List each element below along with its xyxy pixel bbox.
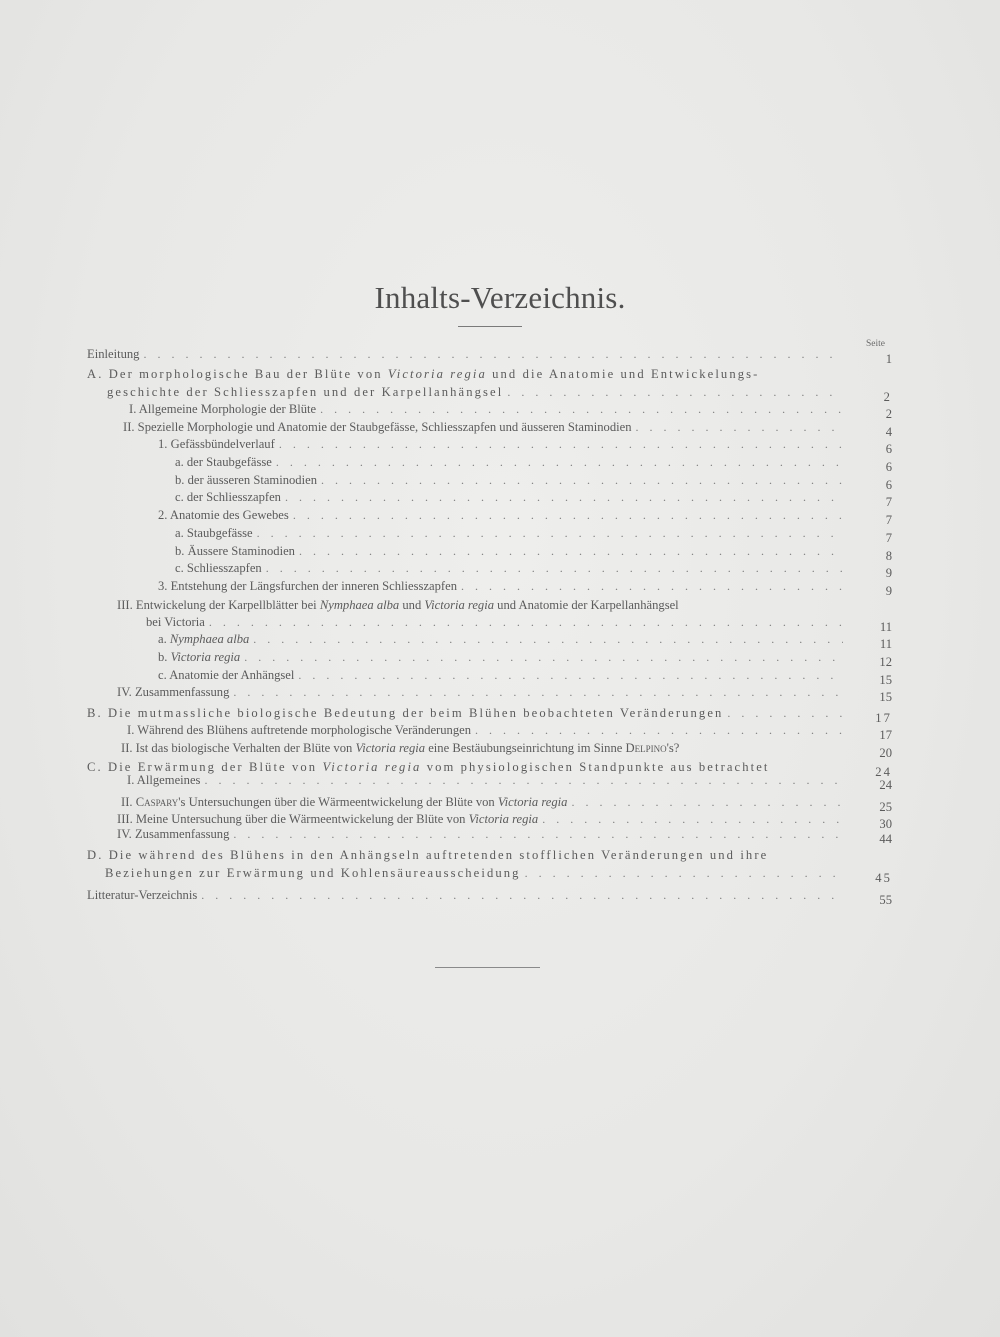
toc-entry-label: [121, 794, 567, 810]
toc-text: eine Bestäubungseinrichtung im Sinne: [425, 741, 626, 755]
toc-entry-label: I. Während des Blühens auftretende morphologische Veränderungen: [127, 723, 472, 737]
leader-dots: [321, 472, 843, 488]
toc-entry-page: 44: [879, 832, 892, 846]
toc-italic: Victoria regia: [170, 650, 241, 664]
toc-text: a.: [158, 632, 170, 646]
toc-text: b.: [158, 650, 171, 664]
toc-entry-label: a. Staubgefässe: [175, 526, 253, 540]
toc-text: vom physiologischen Standpunkte aus betrachtet: [421, 760, 770, 774]
toc-text: C. Die Erwärmung der Blüte von: [87, 760, 323, 774]
toc-entry-page: 12: [879, 655, 892, 669]
toc-entry: [127, 722, 892, 742]
leader-dots: [475, 722, 843, 738]
toc-entry-page: 8: [885, 549, 892, 563]
page-column-header: Seite: [866, 339, 885, 349]
toc-entry-label: c. der Schliesszapfen: [175, 490, 281, 504]
toc-entry-label: [117, 811, 538, 827]
leader-dots: [542, 811, 843, 827]
toc-entry-litteratur: [87, 887, 892, 907]
toc-entry-label: 2. Anatomie des Gewebes: [158, 508, 289, 522]
leader-dots: [143, 346, 843, 362]
toc-entry-a-line2: [107, 384, 892, 404]
toc-text: II. Ist das biologische Verhalten der Blüte von: [121, 741, 356, 755]
toc-italic: Victoria regia: [387, 367, 487, 381]
leader-dots: [279, 436, 843, 452]
leader-dots: [727, 705, 843, 721]
toc-entry-label: [121, 740, 679, 756]
toc-text: und Anatomie der Karpellanhängsel: [494, 598, 679, 612]
toc-entry-label: geschichte der Schliesszapfen und der Karpellanhängsel: [107, 385, 504, 399]
toc-entry-iii-line2: [146, 614, 892, 634]
toc-entry-page: 1: [885, 352, 892, 366]
leader-dots: [209, 614, 843, 630]
toc-entry-page: 11: [879, 620, 892, 634]
toc-entry-page: 17: [879, 728, 892, 742]
toc-entry-label: I. Allgemeine Morphologie der Blüte: [129, 402, 317, 416]
toc-entry: [127, 772, 892, 792]
leader-dots: [636, 419, 843, 435]
toc-entry-label: B. Die mutmassliche biologische Bedeutung der beim Blühen beobachteten Veränderungen: [87, 706, 724, 720]
toc-entry: [175, 525, 892, 545]
leader-dots: [525, 865, 843, 881]
toc-entry: [117, 811, 892, 831]
toc-text: 's?: [666, 741, 680, 755]
toc-entry: [158, 649, 892, 669]
leader-dots: [276, 454, 843, 470]
toc-entry-page: 2: [885, 407, 892, 421]
toc-entry-label: Litteratur-Verzeichnis: [87, 888, 198, 902]
toc-entry-page: 9: [885, 566, 892, 580]
leader-dots: [298, 667, 843, 683]
leader-dots: [204, 772, 843, 788]
toc-italic: Victoria regia: [468, 812, 539, 826]
leader-dots: [461, 578, 843, 594]
toc-italic: Nymphaea alba: [319, 598, 400, 612]
toc-entry: [175, 543, 892, 563]
leader-dots: [507, 384, 843, 400]
section-letter: A.: [87, 367, 109, 381]
toc-entry: [129, 401, 892, 421]
toc-entry-page: 2: [883, 390, 892, 404]
toc-entry-label: a. der Staubgefässe: [175, 455, 272, 469]
toc-italic: Victoria regia: [355, 741, 426, 755]
toc-smallcaps: Delpino: [625, 741, 667, 755]
toc-entry-page: 55: [879, 893, 892, 907]
toc-entry: [123, 419, 892, 439]
toc-entry-page: 15: [879, 673, 892, 687]
leader-dots: [257, 525, 843, 541]
toc-entry-label: Beziehungen zur Erwärmung und Kohlensäureausscheidung: [105, 866, 521, 880]
toc-entry-label: [158, 631, 249, 647]
toc-entry: [158, 667, 892, 687]
leader-dots: [320, 401, 843, 417]
toc-entry-label: 3. Entstehung der Längsfurchen der inneren Schliesszapfen: [158, 579, 457, 593]
toc-entry-page: 24: [875, 765, 892, 779]
toc-entry-page: 7: [885, 513, 892, 527]
leader-dots: [244, 649, 843, 665]
toc-italic: Victoria regia: [322, 760, 422, 774]
title-divider: [458, 326, 522, 327]
toc-text: III. Entwickelung der Karpellblätter bei: [117, 598, 320, 612]
toc-entry: [158, 507, 892, 527]
toc-entry-page: 7: [885, 531, 892, 545]
leader-dots: [233, 826, 843, 842]
toc-entry-einleitung: [87, 346, 892, 366]
toc-entry: [158, 578, 892, 598]
toc-entry-d-line2: [105, 865, 892, 885]
toc-entry-page: 4: [885, 425, 892, 439]
toc-entry-page: 7: [885, 495, 892, 509]
toc-entry-label: c. Schliesszapfen: [175, 561, 262, 575]
toc-entry-page: 6: [885, 478, 892, 492]
leader-dots: [299, 543, 843, 559]
toc-entry-page: 45: [875, 871, 892, 885]
toc-entry-page: 6: [885, 460, 892, 474]
leader-dots: [201, 887, 843, 903]
toc-entry: [158, 631, 892, 651]
toc-entry-page: 15: [879, 690, 892, 704]
toc-entry-label: 1. Gefässbündelverlauf: [158, 437, 275, 451]
toc-entry-page: 17: [875, 711, 892, 725]
leader-dots: [293, 507, 843, 523]
toc-entry-page: 9: [885, 584, 892, 598]
toc-italic: Victoria regia: [497, 795, 568, 809]
toc-text: und: [399, 598, 425, 612]
toc-entry-page: 11: [879, 637, 892, 651]
toc-entry-label: b. der äusseren Staminodien: [175, 473, 317, 487]
toc-entry-label: II. Spezielle Morphologie und Anatomie der Staubgefässe, Schliesszapfen und äusseren Staminodien: [123, 420, 632, 434]
page-title: Inhalts-Verzeichnis.: [374, 280, 626, 315]
toc-entry: [175, 560, 892, 580]
toc-entry-d-line1: D. Die während des Blühens in den Anhängseln auftretenden stofflichen Veränderungen und ihre: [87, 848, 769, 862]
toc-entry: [117, 684, 892, 704]
toc-entry-a-line1: [87, 366, 759, 382]
toc-entry-label: I. Allgemeines: [127, 773, 201, 787]
toc-entry-label: IV. Zusammenfassung: [117, 685, 230, 699]
closing-divider: [435, 967, 540, 968]
toc-text: und die Anatomie und Entwickelungs-: [486, 367, 760, 381]
leader-dots: [285, 489, 843, 505]
toc-entry-iii-line1: [117, 597, 679, 613]
toc-text: II.: [121, 795, 136, 809]
toc-smallcaps: Caspary: [135, 795, 179, 809]
toc-entry-label: [158, 649, 240, 665]
toc-entry-page: 25: [879, 800, 892, 814]
toc-italic: Nymphaea alba: [169, 632, 250, 646]
toc-entry: [158, 436, 892, 456]
toc-entry-label: IV. Zusammenfassung: [117, 827, 230, 841]
toc-entry: [121, 794, 892, 814]
toc-entry-label: bei Victoria: [146, 615, 205, 629]
toc-entry-page: 24: [879, 778, 892, 792]
toc-entry: [121, 740, 892, 760]
toc-entry-b: [87, 705, 892, 725]
toc-entry-page: 6: [885, 442, 892, 456]
toc-entry-label: b. Äussere Staminodien: [175, 544, 295, 558]
toc-entry: [175, 472, 892, 492]
toc-entry: [175, 489, 892, 509]
toc-entry: [175, 454, 892, 474]
toc-entry-label: Einleitung: [87, 347, 140, 361]
toc-italic: Victoria regia: [424, 598, 495, 612]
leader-dots: [266, 560, 843, 576]
toc-entry-page: 30: [879, 817, 892, 831]
leader-dots: [571, 794, 843, 810]
toc-entry-page: 20: [879, 746, 892, 760]
toc-text: Der morphologische Bau der Blüte von: [108, 367, 388, 381]
toc-text: III. Meine Untersuchung über die Wärmeentwickelung der Blüte von: [117, 812, 469, 826]
toc-entry-label: c. Anatomie der Anhängsel: [158, 668, 295, 682]
toc-text: 's Untersuchungen über die Wärmeentwickelung der Blüte von: [178, 795, 498, 809]
leader-dots: [233, 684, 843, 700]
leader-dots: [253, 631, 843, 647]
toc-entry: [117, 826, 892, 846]
